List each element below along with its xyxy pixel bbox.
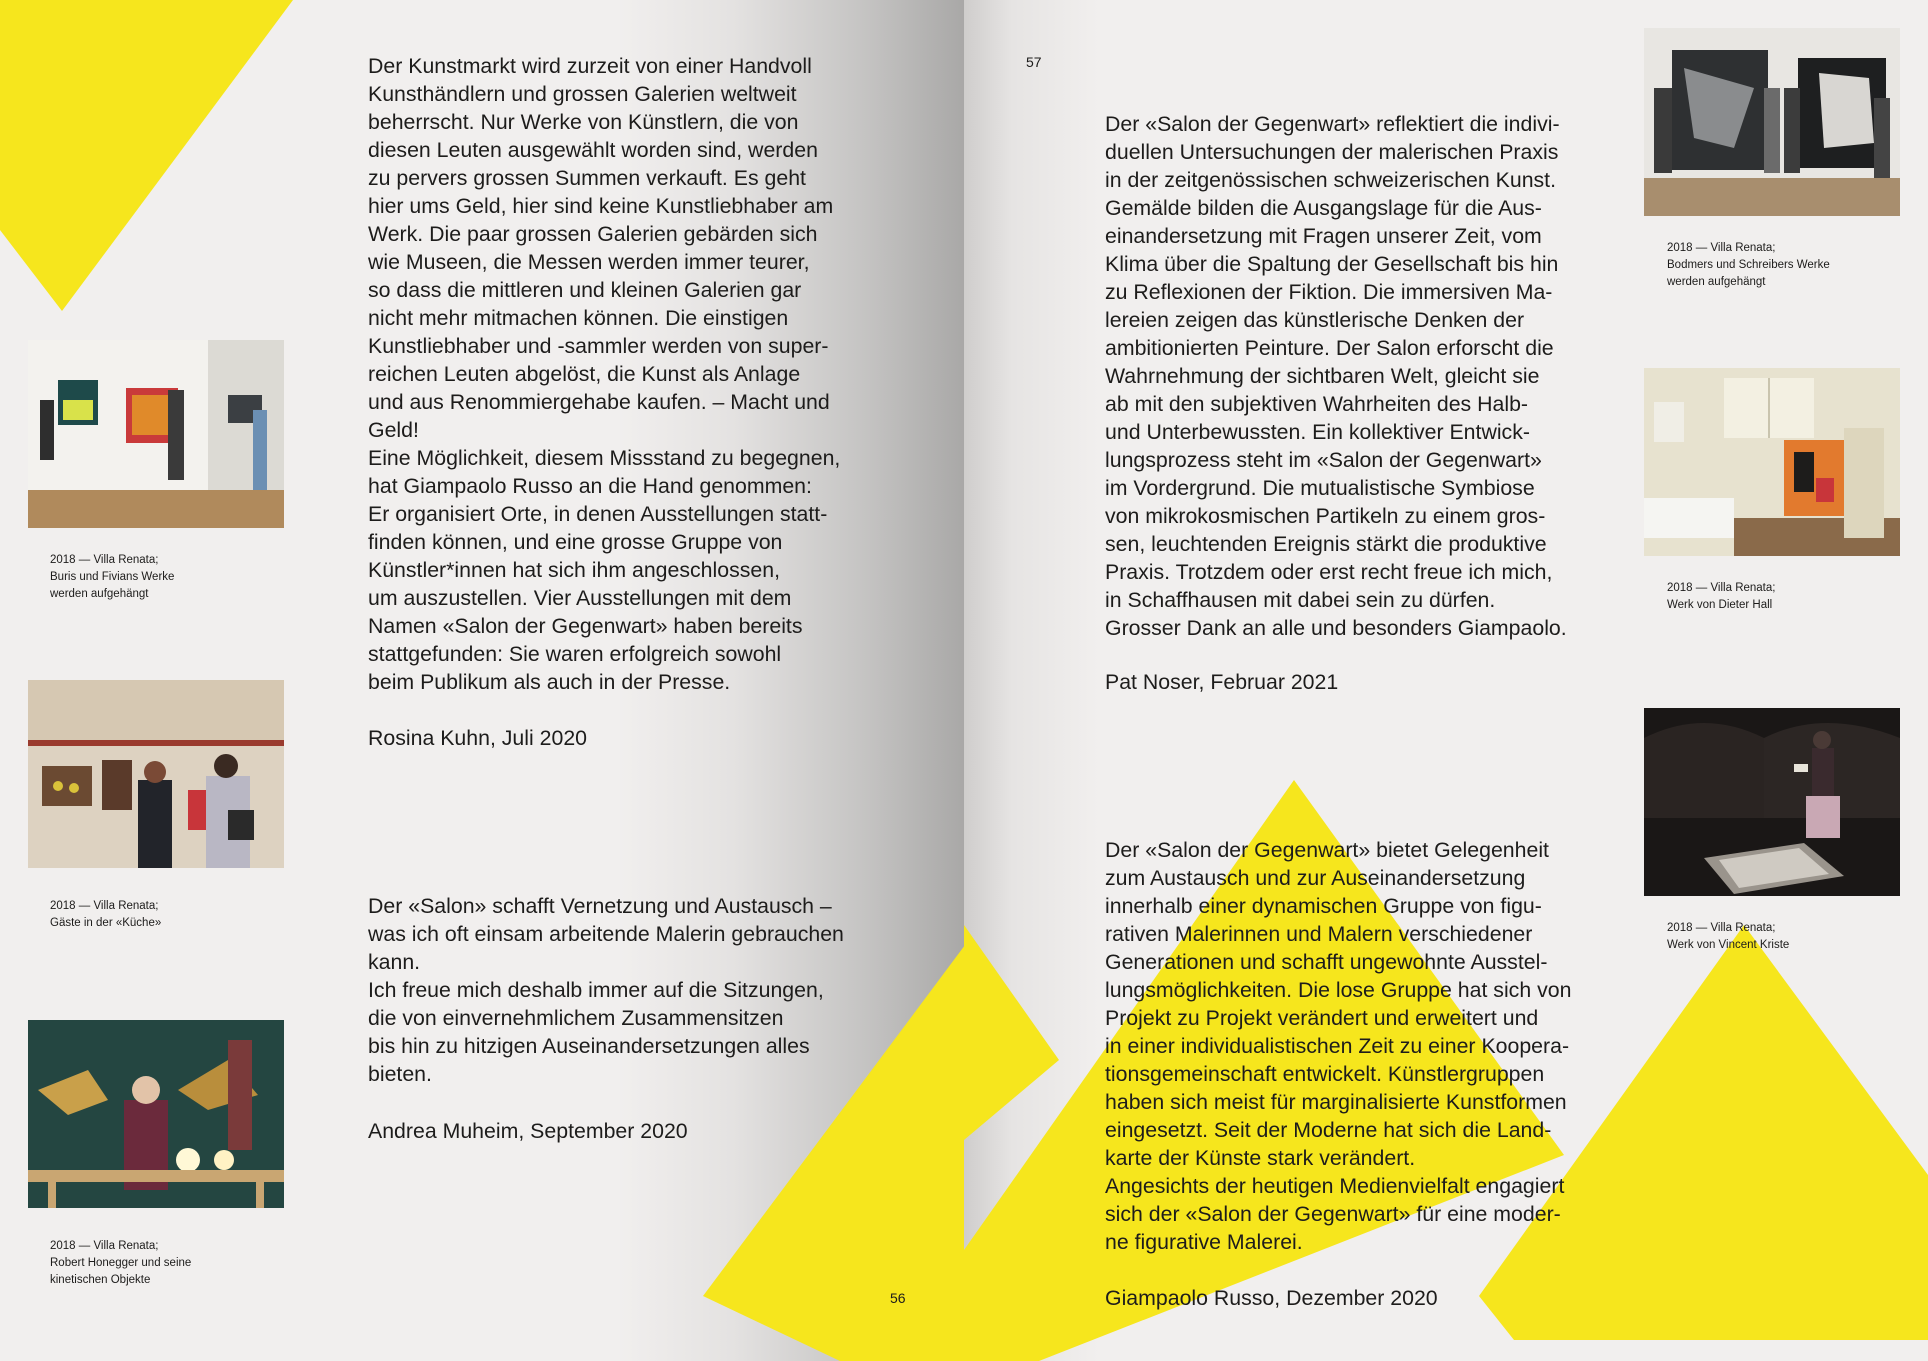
- photo-dieter-hall: [1644, 368, 1900, 556]
- page-number-left: 56: [890, 1290, 906, 1306]
- photo-bodmer-schreiber: [1644, 28, 1900, 216]
- caption-photo-3: 2018 — Villa Renata; Robert Honegger und seine kinetischen Objekte: [50, 1240, 192, 1286]
- right-text-block-1: Der «Salon der Gegenwart» reflektiert die indivi- duellen Untersuchungen der malerischen Praxis in der zeitgenössischen schweizerischen Kunst. Gemälde bilden die Ausgangslage für die Aus- einandersetzung mit Fragen unserer Zeit, vom Klima über die Spaltung der Gesellschaft bis hin zu Reflexionen der Fiktion. Die immersiven Ma- lereien zeigen das künstlerische Denken der ambitionierten Peinture. Der Salon erforscht die Wahrnehmung der sichtbaren Welt, gleicht sie ab mit den subjektiven Wahrheiten des Halb- und Unterbewussten. Ein kollektiver Entwick- lungsprozess steht im «Salon der Gegenwart» im Vordergrund. Die mutualistische Symbiose von mikrokosmischen Partikeln zu einem gros- sen, leuchtenden Ereignis stärkt die produktive Praxis. Trotzdem oder erst recht freue ich mich, in Schaffhausen mit dabei sein zu dürfen. Grosser Dank an alle und besonders Giampaolo.: [1105, 112, 1567, 640]
- right-signature-1: Pat Noser, Februar 2021: [1105, 670, 1339, 694]
- left-text-block-1: Der Kunstmarkt wird zurzeit von einer Handvoll Kunsthändlern und grossen Galerien weltweit beherrscht. Nur Werke von Künstlern, die von diesen Leuten ausgewählt worden sind, werden zu pervers grossen Summen verkauft. Es geht hier ums Geld, hier sind keine Kunstliebhaber am Werk. Die paar grossen Galerien gebärden sich wie Museen, die Messen werden immer teurer, so dass die mittleren und kleinen Galerien gar nicht mehr mitmachen können. Die einstigen Kunstliebhaber und -sammler werden von super- reichen Leuten abgelöst, die Kunst als Anlage und aus Renommiergehabe kaufen. – Macht und Geld! Eine Möglichkeit, diesem Missstand zu begegnen, hat Giampaolo Russo an die Hand genommen: Er organisiert Orte, in denen Ausstellungen statt- finden können, und eine grosse Gruppe von Künstler*innen hat sich ihm angeschlossen, um auszustellen. Vier Ausstellungen mit dem Namen «Salon der Gegenwart» haben bereits stattgefunden: Sie waren erfolgreich sowohl beim Publikum als auch in der Presse.: [368, 54, 841, 694]
- caption-photo-1: 2018 — Villa Renata; Buris und Fivians Werke werden aufgehängt: [50, 554, 175, 600]
- caption-photo-6: 2018 — Villa Renata; Werk von Vincent Kriste: [1667, 922, 1790, 951]
- caption-photo-4: 2018 — Villa Renata; Bodmers und Schreibers Werke werden aufgehängt: [1667, 242, 1830, 288]
- right-text-block-2: Der «Salon der Gegenwart» bietet Gelegenheit zum Austausch und zur Auseinandersetzung innerhalb einer dynamischen Gruppe von figu- rativen Malerinnen und Malern verschiedener Generationen und schafft ungewohnte Ausstel- lungsmöglichkeiten. Die lose Gruppe hat sich von Projekt zu Projekt verändert und erweitert und in einer individualistischen Zeit zu einer Koopera- tionsgemeinschaft entwickelt. Künstlergruppen haben sich meist für marginalisierte Kunstformen eingesetzt. Seit der Moderne hat sich die Land- karte der Künste stark verändert. Angesichts der heutigen Medienvielfalt engagiert sich der «Salon der Gegenwart» für eine moder- ne figurative Malerei.: [1105, 838, 1572, 1254]
- left-text-block-2: Der «Salon» schafft Vernetzung und Austausch – was ich oft einsam arbeitende Malerin gebrauchen kann. Ich freue mich deshalb immer auf die Sitzungen, die von einvernehmlichem Zusammensitzen bis hin zu hitzigen Auseinandersetzungen alles bieten.: [368, 894, 844, 1086]
- center-left-yellow-triangle: [964, 925, 1059, 1140]
- photo-kinetic-objects: [28, 1020, 284, 1208]
- left-signature-1: Rosina Kuhn, Juli 2020: [368, 726, 588, 750]
- photo-hanging-works: [28, 340, 284, 528]
- right-page: [964, 0, 1928, 1361]
- left-signature-2: Andrea Muheim, September 2020: [368, 1119, 688, 1143]
- right-signature-2: Giampaolo Russo, Dezember 2020: [1105, 1286, 1438, 1310]
- caption-photo-2: 2018 — Villa Renata; Gäste in der «Küche»: [50, 900, 162, 929]
- photo-vincent-kriste: [1644, 708, 1900, 896]
- page-number-right: 57: [1026, 54, 1042, 70]
- caption-photo-5: 2018 — Villa Renata; Werk von Dieter Hall: [1667, 582, 1776, 611]
- top-left-yellow-triangle: [0, 0, 293, 311]
- photo-guests-kitchen: [28, 680, 284, 868]
